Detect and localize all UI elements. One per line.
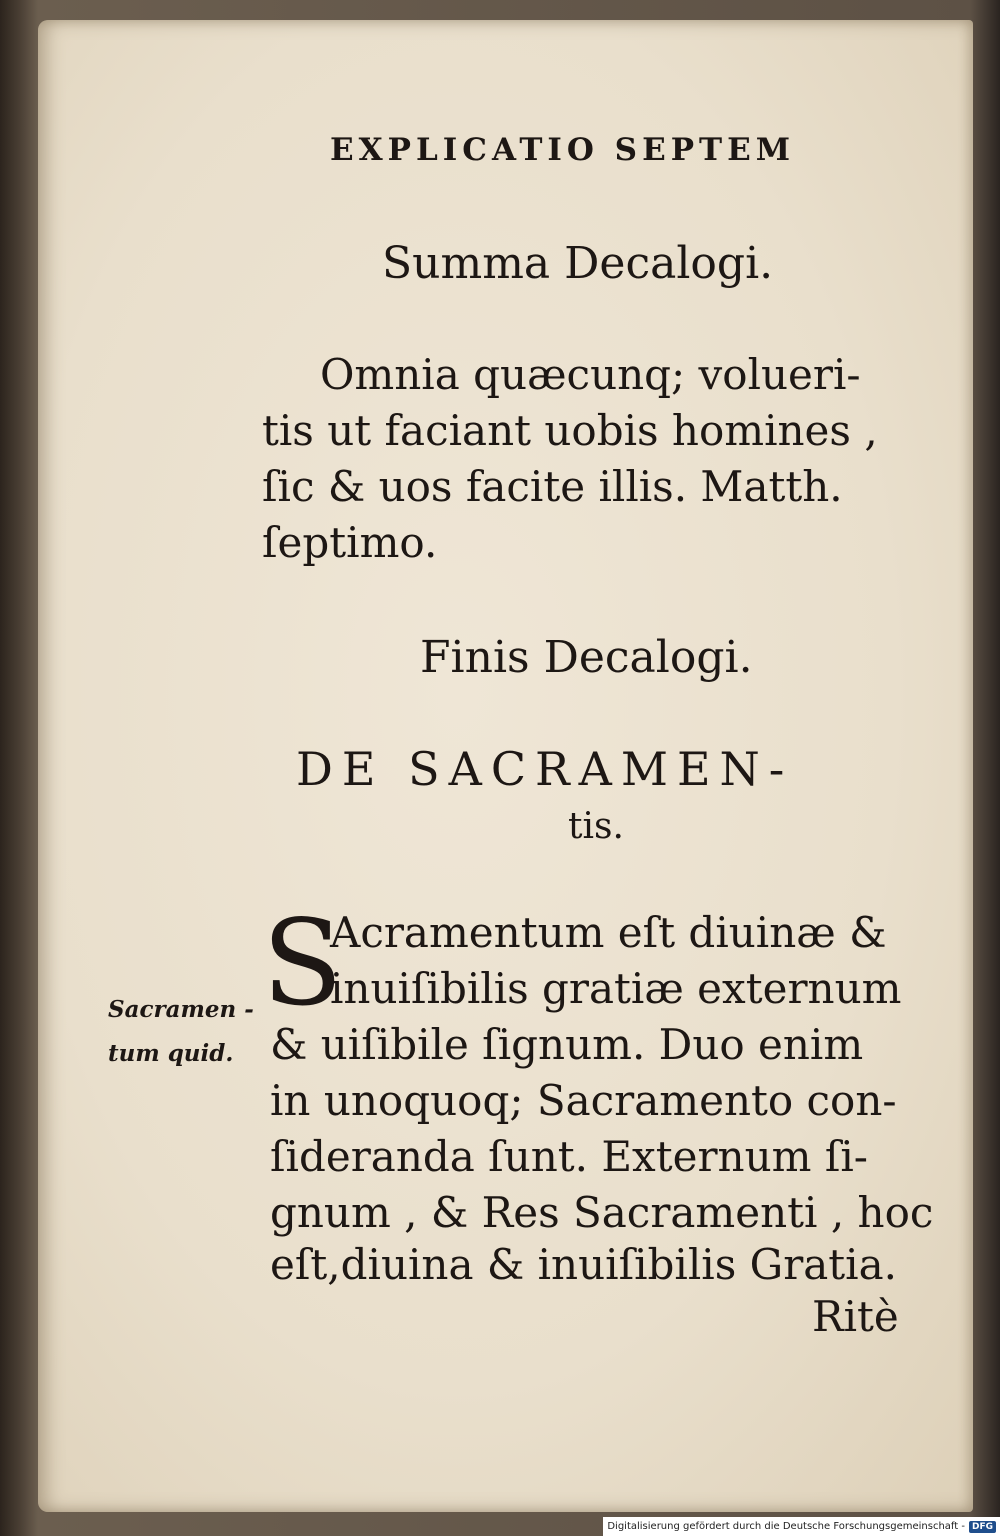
heading-de-sacramentis-continuation: tis. xyxy=(568,806,624,847)
paragraph-line: ſideranda ſunt. Externum ſi- xyxy=(270,1132,868,1181)
dfg-logo: DFG xyxy=(969,1521,996,1533)
catchword: Ritè xyxy=(812,1292,899,1341)
paragraph-line: Acramentum eſt diuinæ & xyxy=(330,908,887,957)
paragraph-line: in unoquoq; Sacramento con- xyxy=(270,1076,897,1125)
footer-text: Digitalisierung gefördert durch die Deutsche Forschungsgemeinschaft - xyxy=(607,1521,965,1532)
summa-line: ſeptimo. xyxy=(262,518,438,567)
running-head: EXPLICATIO SEPTEM xyxy=(330,132,796,168)
paragraph-line: & uiſibile ſignum. Duo enim xyxy=(270,1020,864,1069)
heading-summa-decalogi: Summa Decalogi. xyxy=(382,238,774,289)
summa-line: ſic & uos facite illis. Matth. xyxy=(262,462,843,511)
heading-de-sacramentis: DE SACRAMEN- xyxy=(296,742,794,796)
paragraph-line: inuiſibilis gratiæ externum xyxy=(330,964,902,1013)
digitization-footer xyxy=(603,1517,1000,1536)
heading-finis-decalogi: Finis Decalogi. xyxy=(420,632,753,683)
drop-cap: S xyxy=(262,894,343,1032)
margin-note-line: tum quid. xyxy=(108,1040,234,1067)
paragraph-line: eſt,diuina & inuiſibilis Gratia. xyxy=(270,1240,898,1289)
summa-line: Omnia quæcunq; volueri- xyxy=(320,350,861,399)
margin-note-line: Sacramen - xyxy=(108,996,254,1023)
paragraph-line: gnum , & Res Sacramenti , hoc xyxy=(270,1188,934,1237)
summa-line: tis ut faciant uobis homines , xyxy=(262,406,878,455)
